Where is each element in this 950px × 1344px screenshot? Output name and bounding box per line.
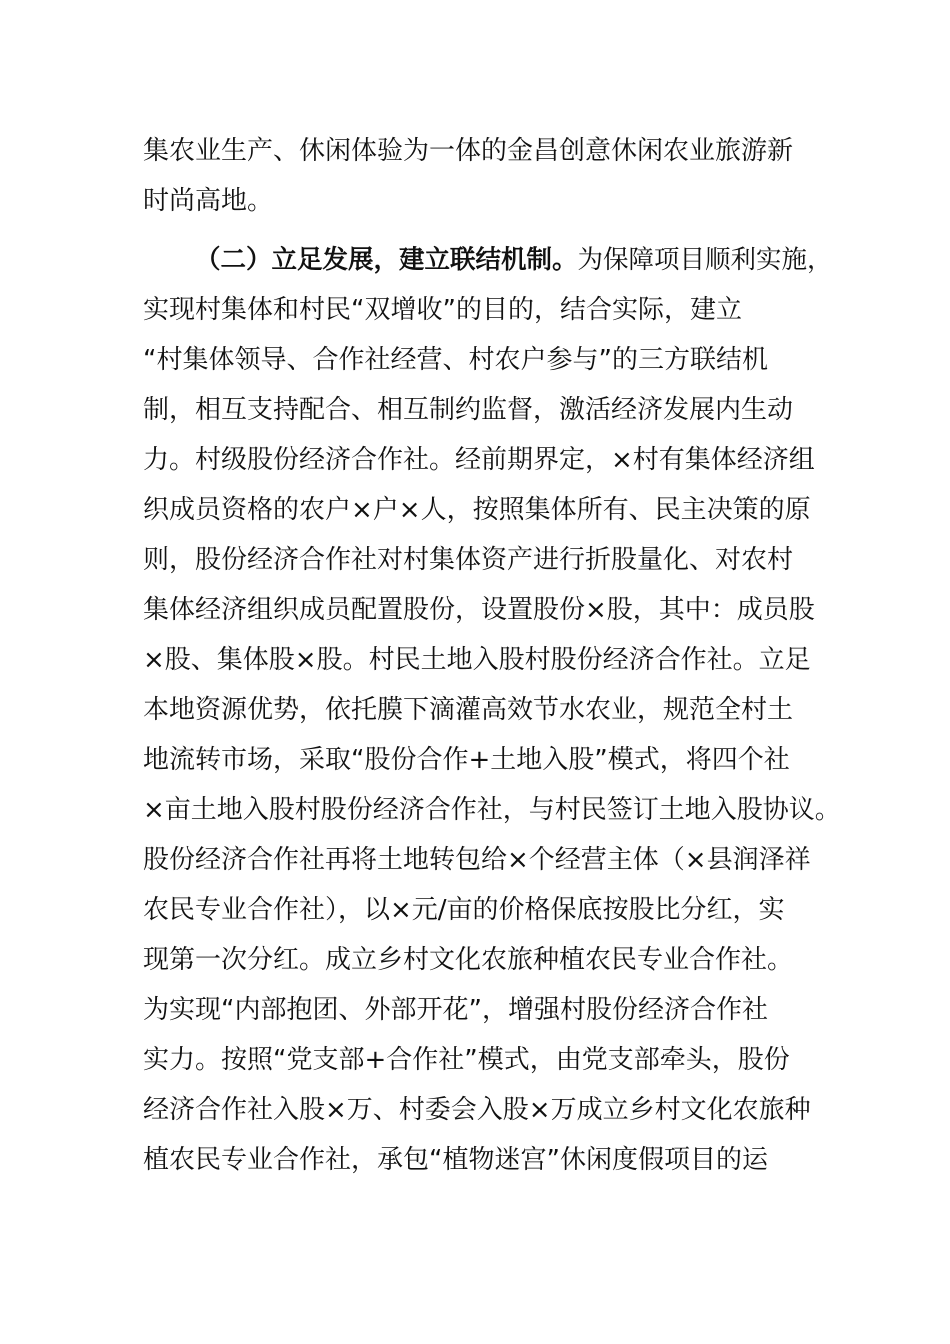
text-line: 集农业生产、休闲体验为一体的金昌创意休闲农业旅游新 [143,136,794,166]
text-line: 织成员资格的农户×户×人，按照集体所有、民主决策的原 [143,495,811,525]
text-line: 现第一次分红。成立乡村文化农旅种植农民专业合作社。 [143,945,794,975]
text-line: 则，股份经济合作社对村集体资产进行折股量化、对农村 [143,545,794,575]
text-line: 经济合作社入股×万、村委会入股×万成立乡村文化农旅种 [143,1095,811,1125]
text-line: ×亩土地入股村股份经济合作社，与村民签订土地入股协议。 [143,795,841,825]
text-line: 植农民专业合作社，承包“植物迷宫”休闲度假项目的运 [143,1145,768,1175]
paragraph-first-line [143,235,843,285]
text-line: 农民专业合作社），以×元/亩的价格保底按股比分红，实 [143,895,785,925]
text-line: 地流转市场，采取“股份合作+土地入股”模式，将四个社 [143,745,790,775]
text-line: 时尚高地。 [143,186,274,216]
document-body [143,126,843,1185]
heading-line-rest: 为保障项目顺利实施， [577,245,833,275]
paragraph-2 [143,235,843,1185]
text-line: 本地资源优势，依托膜下滴灌高效节水农业，规范全村土 [143,695,794,725]
text-line: ×股、集体股×股。村民土地入股村股份经济合作社。立足 [143,645,811,675]
text-line: 为实现“内部抱团、外部开花”，增强村股份经济合作社 [143,995,768,1025]
text-line: 实力。按照“党支部+合作社”模式，由党支部牵头，股份 [143,1045,790,1075]
text-line: 集体经济组织成员配置股份，设置股份×股，其中：成员股 [143,595,815,625]
text-line: 力。村级股份经济合作社。经前期界定，×村有集体经济组 [143,445,815,475]
text-line: “村集体领导、合作社经营、村农户参与”的三方联结机 [143,345,768,375]
text-line: 股份经济合作社再将土地转包给×个经营主体（×县润泽祥 [143,845,811,875]
paragraph-1 [143,126,843,226]
text-line: 实现村集体和村民“双增收”的目的，结合实际，建立 [143,295,742,325]
text-line: 制，相互支持配合、相互制约监督，激活经济发展内生动 [143,395,794,425]
paragraph-gap [143,226,843,235]
section-heading: （二）立足发展，建立联结机制。 [195,245,578,275]
